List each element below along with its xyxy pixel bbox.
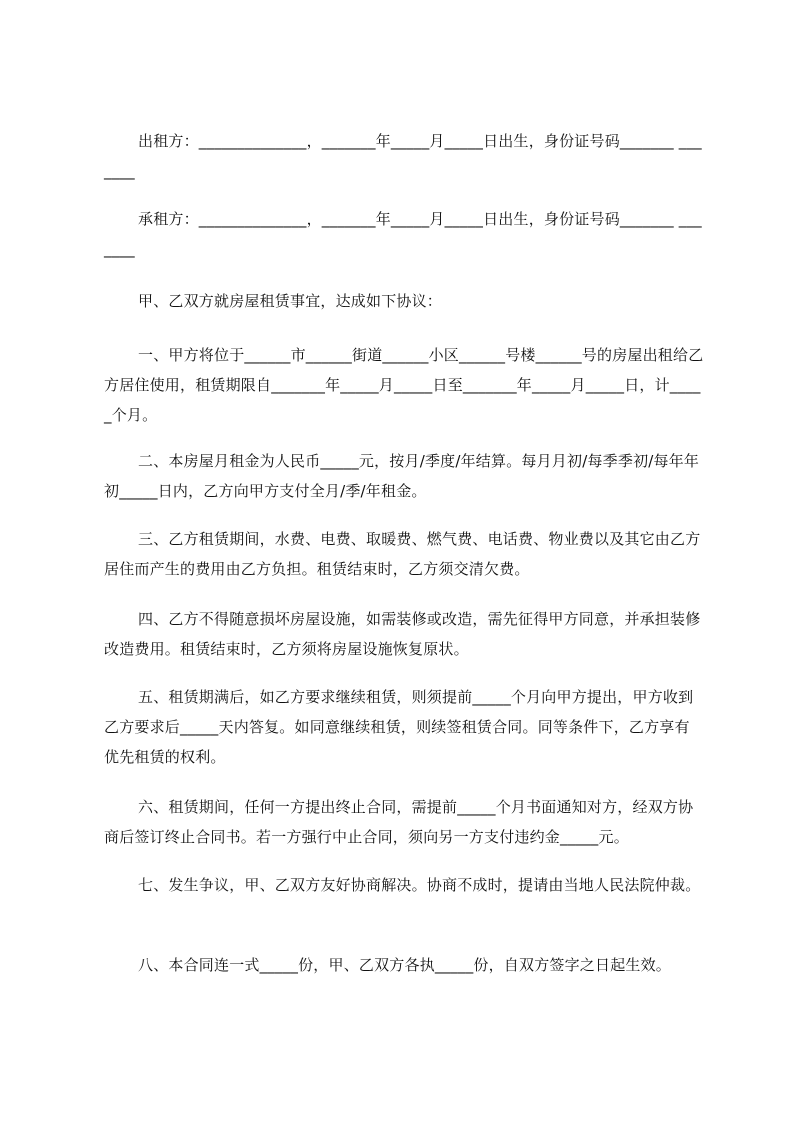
clause-8: 八、本合同连一式_____份，甲、乙双方各执_____份，自双方签字之日起生效。 [138,956,672,974]
lessee-line: 承租方：______________，_______年_____月_____日出生，身份证号码_______ _______ [104,210,702,258]
clause-7: 七、发生争议，甲、乙双方友好协商解决。协商不成时，提请由当地人民法院仲裁。 [138,876,701,894]
agreement-intro: 甲、乙双方就房屋租赁事宜，达成如下协议： [138,292,443,310]
clause-6: 六、租赁期间，任何一方提出终止合同，需提前_____个月书面通知对方，经双方协商后签订终止合同书。若一方强行中止合同，须向另一方支付违约金_____元。 [104,798,694,846]
lessor-line: 出租方：______________，_______年_____月_____日出生，身份证号码_______ _______ [104,132,702,180]
clause-2: 二、本房屋月租金为人民币_____元，按月/季度/年结算。每月月初/每季季初/每年年初_____日内，乙方向甲方支付全月/季/年租金。 [104,452,700,500]
clause-4: 四、乙方不得随意损坏房屋设施，如需装修或改造，需先征得甲方同意，并承担装修改造费用。租赁结束时，乙方须将房屋设施恢复原状。 [104,610,701,658]
clause-5: 五、租赁期满后，如乙方要求继续租赁，则须提前_____个月向甲方提出，甲方收到乙方要求后_____天内答复。如同意继续租赁，则续签租赁合同。同等条件下，乙方享有优先租赁的权利。 [104,688,694,766]
clause-3: 三、乙方租赁期间，水费、电费、取暖费、燃气费、电话费、物业费以及其它由乙方居住而产生的费用由乙方负担。租赁结束时，乙方须交清欠费。 [104,530,701,578]
clause-1: 一、甲方将位于______市______街道______小区______号楼______号的房屋出租给乙方居住使用，租赁期限自_______年_____月_____日至_______年_____月_____日，计_____个月。 [104,346,704,424]
